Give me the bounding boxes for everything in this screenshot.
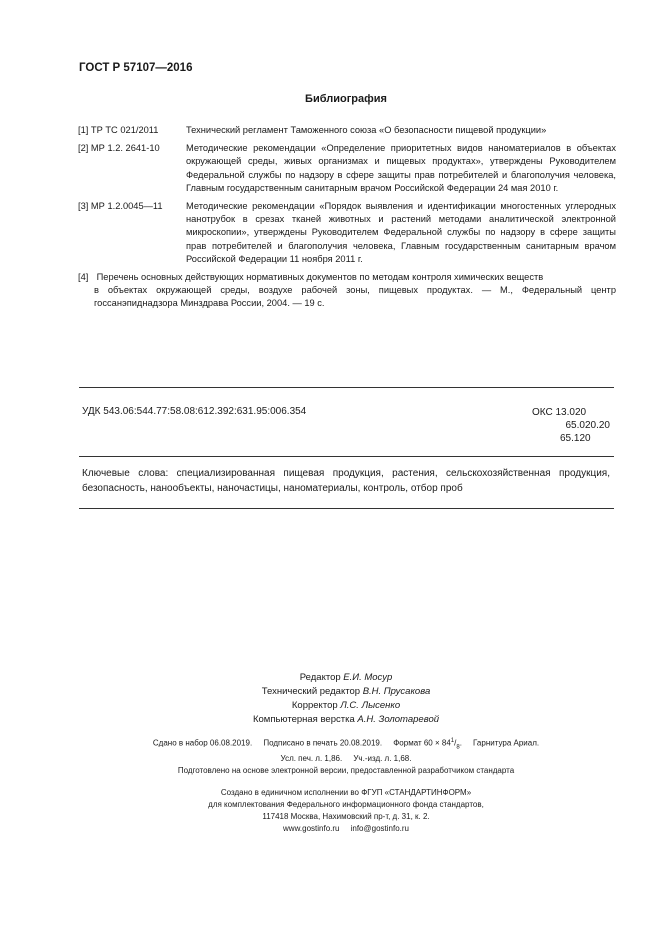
bibliography-entry: [78, 142, 616, 195]
bibliography-entry: [78, 124, 616, 137]
credit-editor: [0, 671, 661, 685]
credit-person: Л.С. Лысенко: [340, 700, 401, 711]
bibliography-text: Методические рекомендации «Определение приоритетных видов наноматериалов в объектах окружающей среды, живых организмах и пищевых продуктах», утверждены Руководителем Федеральной службы по надзору в сфере защиты прав потребителей и благополучия человека, Главным государственным санитарным врачом Российской Федерации 24 мая 2010 г.: [186, 143, 616, 193]
imprint-format-num: 1: [450, 738, 455, 744]
credit-label: Корректор: [291, 700, 338, 711]
imprint-pub-sheets: Уч.-изд. л. 1,68.: [353, 754, 412, 764]
oks-codes: [532, 406, 638, 445]
standard-header: ГОСТ Р 57107—2016: [79, 62, 193, 74]
publisher-website[interactable]: www.gostinfo.ru: [283, 824, 340, 833]
credit-corrector: [0, 699, 661, 713]
bibliography-entry: [78, 200, 616, 266]
imprint-print-sheets: Усл. печ. л. 1,86.: [280, 754, 343, 764]
imprint-submitted: Сдано в набор 06.08.2019.: [152, 738, 253, 748]
imprint-line-1: Сдано в набор 06.08.2019. Подписано в печать 20.08.2019. Формат $60 \times 84^1/_8$. Гарнитура Ариал.: [152, 738, 540, 751]
publisher-email[interactable]: info@gostinfo.ru: [350, 824, 409, 833]
imprint-font: Гарнитура Ариал.: [473, 738, 540, 748]
credit-layout: [0, 713, 661, 727]
bibliography-text-rest: в объектах окружающей среды, воздухе рабочей зоны, пищевых продуктах. — М., Федеральный центр госсанэпиднадзора Минздрава России, 2004. — 19 с.: [94, 285, 616, 309]
credit-label: Редактор: [299, 672, 341, 683]
imprint-line-2: [0, 753, 661, 765]
bibliography-code: [2] МР 1.2. 2641-10: [78, 143, 160, 154]
divider-middle: [79, 456, 614, 457]
publisher-contacts: [0, 823, 661, 835]
imprint-format-den: 8: [456, 744, 460, 751]
imprint-block: [0, 735, 661, 777]
publisher-line-3: 117418 Москва, Нахимовский пр-т, д. 31, к. 2.: [262, 812, 430, 821]
credit-label: Технический редактор: [261, 686, 361, 697]
imprint-signed: Подписано в печать 20.08.2019.: [263, 738, 383, 748]
divider-bottom: [79, 508, 614, 509]
bibliography-title: Библиография: [305, 93, 387, 105]
imprint-format: Формат 60 × 84: [393, 738, 451, 748]
oks-label: ОКС 13.020: [532, 407, 587, 418]
credits-block: [0, 671, 661, 727]
publisher-line-1: Создано в единичном исполнении во ФГУП «СТАНДАРТИНФОРМ»: [220, 788, 472, 797]
credit-person: А.Н. Золотаревой: [357, 714, 440, 725]
publisher-line-2: для комплектования Федерального информационного фонда стандартов,: [208, 800, 484, 809]
bibliography-list: [78, 124, 616, 311]
divider-top: [79, 387, 614, 388]
credit-label: Компьютерная верстка: [252, 714, 355, 725]
bibliography-code: [3] МР 1.2.0045—11: [78, 201, 163, 212]
oks-code: 65.020.20: [565, 420, 610, 431]
bibliography-index: [4]: [78, 272, 89, 283]
bibliography-text: Методические рекомендации «Порядок выявления и идентификации многостенных углеродных нанотрубок в срезах тканей животных и растений методами аналитической электронной микроскопии», утверждены Руководителем Федеральной службы по надзору в сфере защиты прав потребителей и благополучия человека, Главным государственным санитарным врачом Российской Федерации 11 ноября 2011 г.: [186, 201, 616, 264]
bibliography-entry: [78, 271, 616, 311]
credit-person: В.Н. Прусакова: [362, 686, 431, 697]
bibliography-text: Технический регламент Таможенного союза «О безопасности пищевой продукции»: [186, 125, 547, 135]
keywords: Ключевые слова: специализированная пищевая продукция, растения, сельскохозяйственная продукция, безопасность, нанообъекты, наночастицы, наноматериалы, контроль, отбор проб: [82, 468, 610, 494]
bibliography-text-first: Перечень основных действующих нормативных документов по методам контроля химических веществ: [96, 272, 544, 283]
imprint-prepared: Подготовлено на основе электронной версии, предоставленной разработчиком стандарта: [177, 766, 515, 776]
oks-code: 65.120: [560, 433, 591, 444]
bibliography-code: [1] ТР ТС 021/2011: [78, 125, 159, 135]
udk-code: УДК 543.06:544.77:58.08:612.392:631.95:006.354: [82, 406, 307, 417]
credit-tech-editor: [0, 685, 661, 699]
publisher-block: [0, 787, 661, 835]
credit-person: Е.И. Мосур: [343, 672, 393, 683]
